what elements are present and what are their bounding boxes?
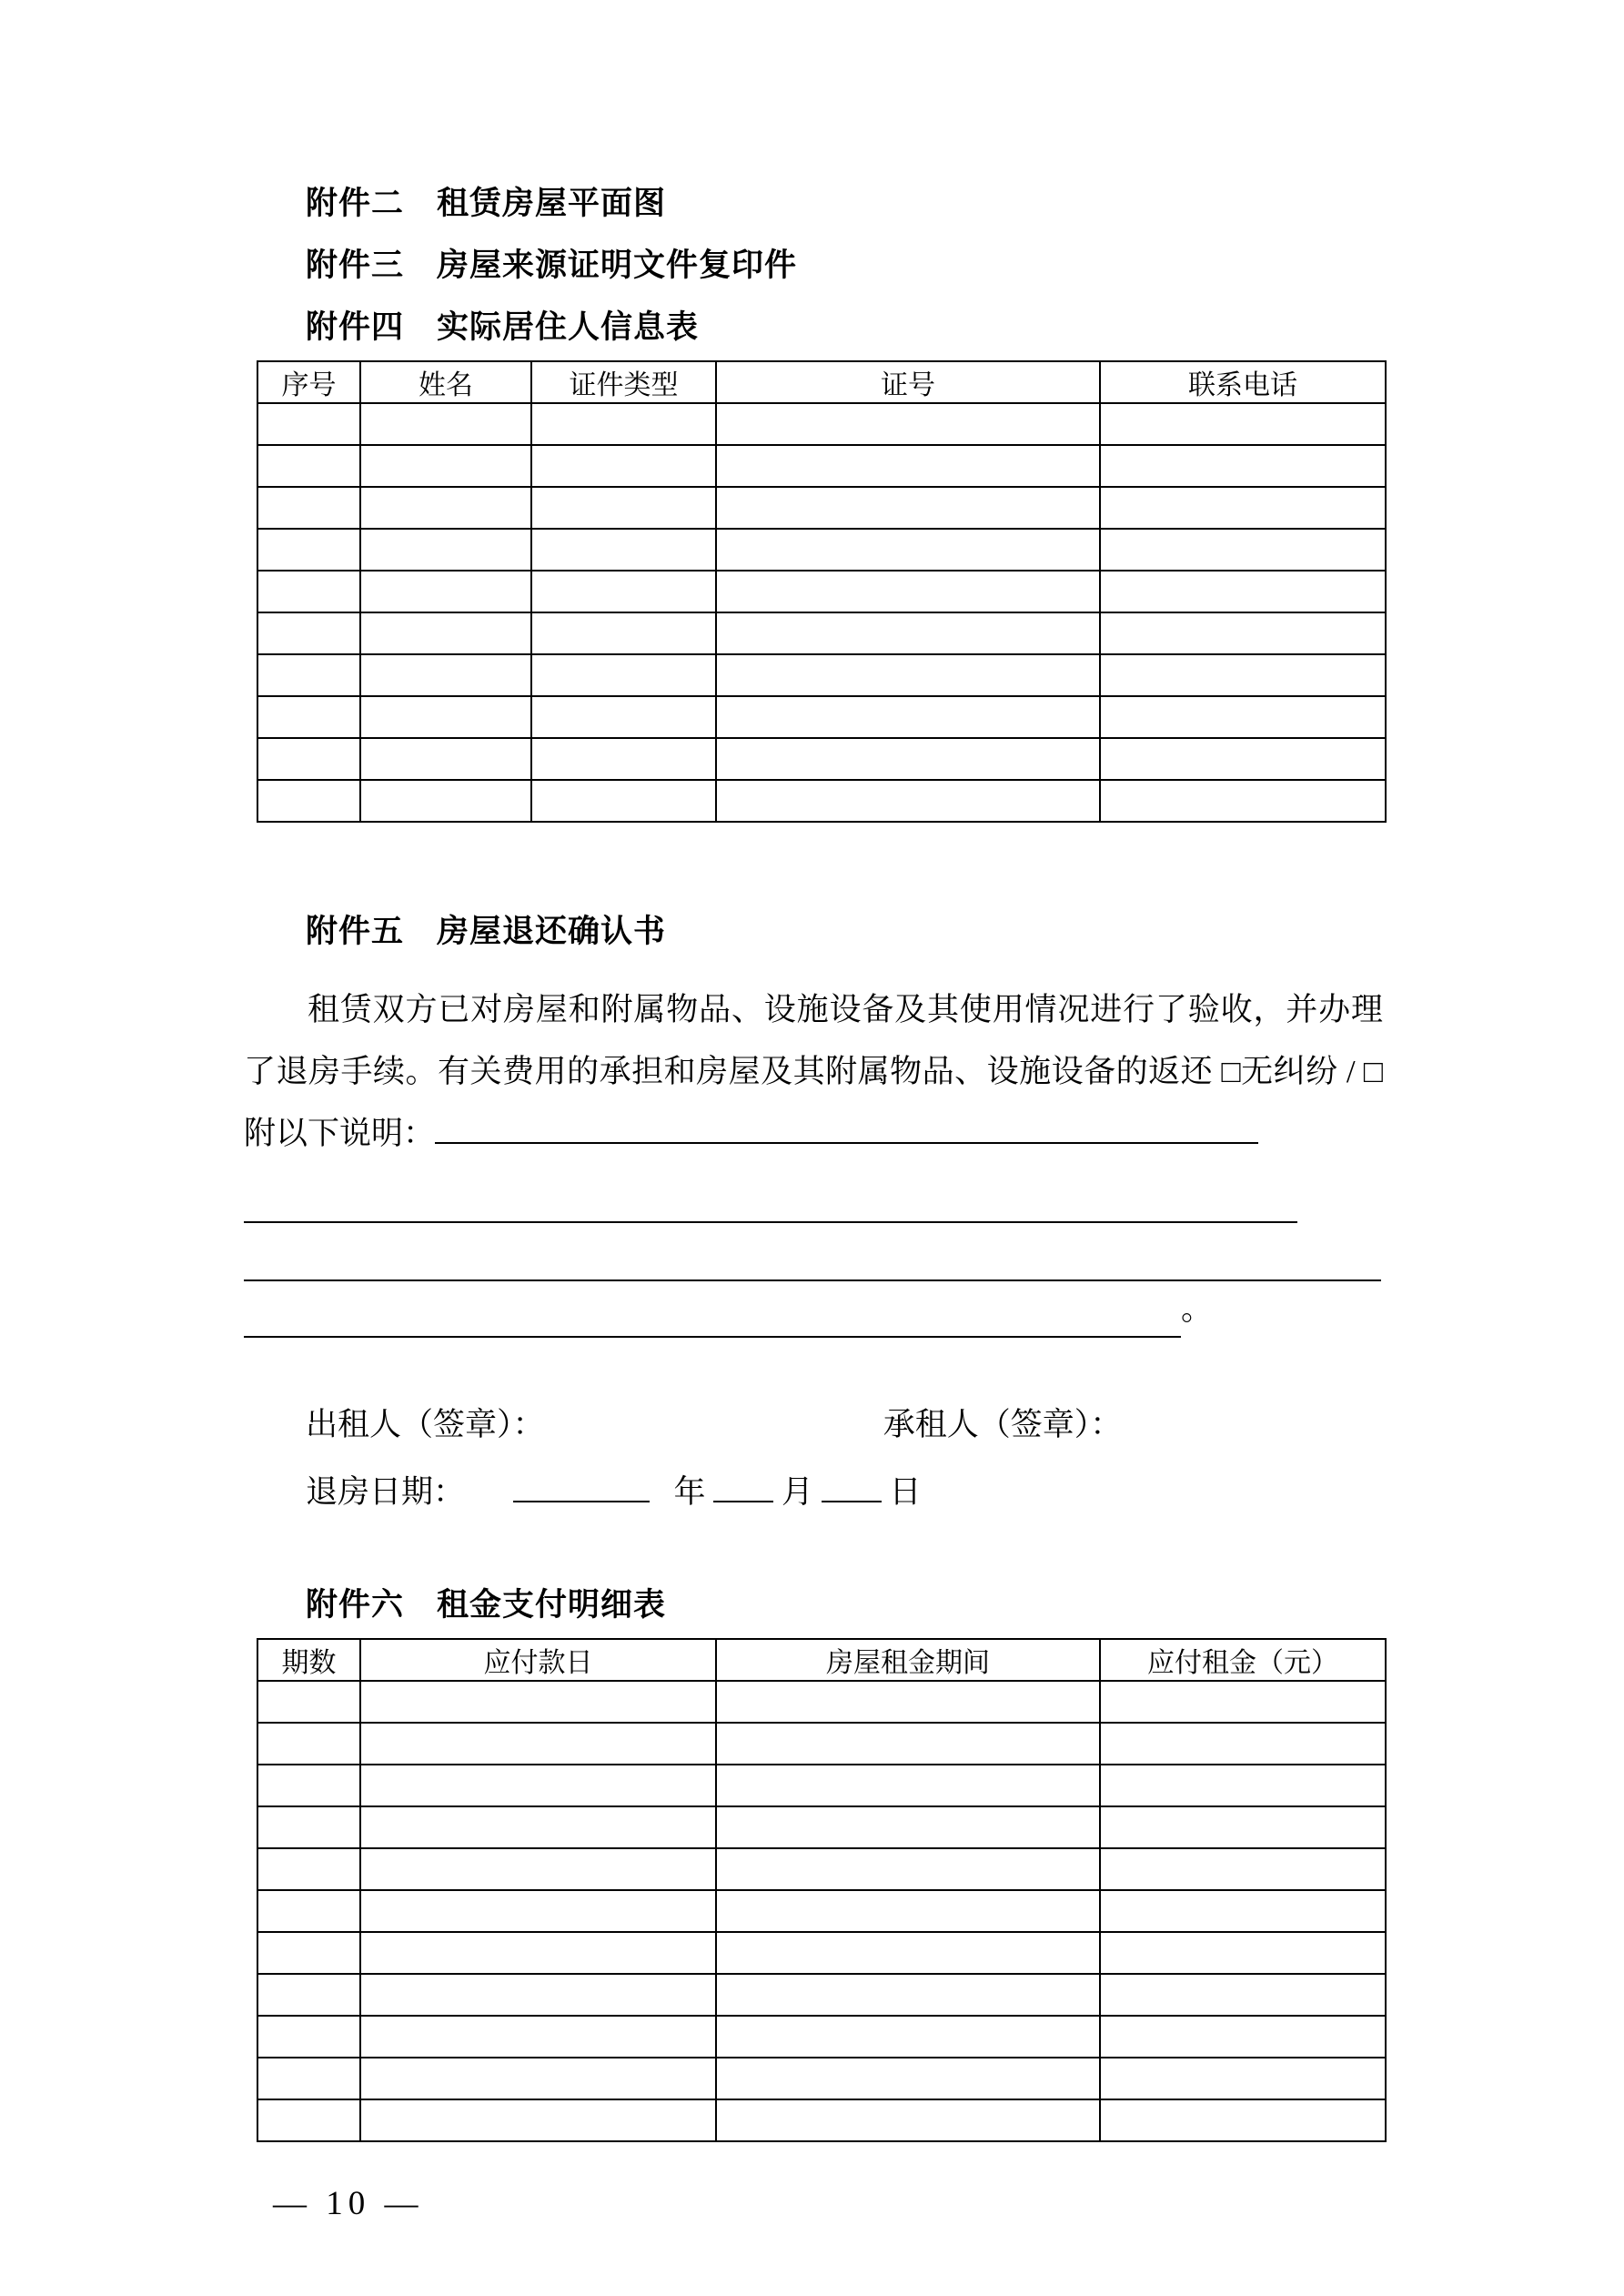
fill-in-blank-line-4 <box>244 1281 1383 1338</box>
year-label: 年 <box>673 1474 706 1510</box>
rent-table-header-row <box>257 1639 1386 1681</box>
rent-payment-table <box>257 1638 1387 2142</box>
empty-cell <box>531 529 716 571</box>
table-row <box>257 487 1386 529</box>
empty-cell <box>360 1932 716 1974</box>
empty-cell <box>1100 2058 1386 2099</box>
empty-cell <box>257 780 360 822</box>
fill-in-blank-line-4-rule <box>244 1281 1181 1338</box>
empty-cell <box>716 1723 1100 1765</box>
empty-cell <box>1100 738 1386 780</box>
col-header-name: 姓名 <box>360 361 531 403</box>
rent-table-body <box>257 1681 1386 2141</box>
table-row <box>257 1890 1386 1932</box>
col-header-index: 序号 <box>257 361 360 403</box>
table-row <box>257 2058 1386 2099</box>
empty-cell <box>1100 696 1386 738</box>
empty-cell <box>716 612 1100 654</box>
col-header-id-type: 证件类型 <box>531 361 716 403</box>
empty-cell <box>257 1848 360 1890</box>
table-row <box>257 1806 1386 1848</box>
table-row <box>257 1932 1386 1974</box>
signature-row <box>306 1403 1383 1447</box>
empty-cell <box>257 529 360 571</box>
closing-period: 。 <box>1181 1291 1214 1327</box>
empty-cell <box>360 571 531 612</box>
day-label: 日 <box>889 1474 922 1510</box>
col-header-rent-period: 房屋租金期间 <box>716 1639 1100 1681</box>
empty-cell <box>257 445 360 487</box>
col-header-rent-amount: 应付租金（元） <box>1100 1639 1386 1681</box>
attachment-6-heading: 附件六 租金支付明细表 <box>306 1587 667 1623</box>
empty-cell <box>1100 571 1386 612</box>
empty-cell <box>716 445 1100 487</box>
empty-cell <box>360 1723 716 1765</box>
empty-cell <box>531 738 716 780</box>
empty-cell <box>360 2016 716 2058</box>
empty-cell <box>716 1806 1100 1848</box>
empty-cell <box>716 1848 1100 1890</box>
empty-cell <box>716 1932 1100 1974</box>
empty-cell <box>257 1890 360 1932</box>
empty-cell <box>257 1974 360 2016</box>
table-row <box>257 1723 1386 1765</box>
empty-cell <box>531 780 716 822</box>
return-date-year-blank <box>513 1501 650 1502</box>
empty-cell <box>360 2058 716 2099</box>
empty-cell <box>360 487 531 529</box>
empty-cell <box>716 2058 1100 2099</box>
empty-cell <box>360 654 531 696</box>
empty-cell <box>360 1806 716 1848</box>
return-date-label: 退房日期： <box>306 1474 466 1510</box>
table-row <box>257 1974 1386 2016</box>
empty-cell <box>531 571 716 612</box>
return-date-month-blank <box>713 1501 773 1502</box>
residents-table <box>257 360 1387 823</box>
empty-cell <box>1100 1681 1386 1723</box>
table-row <box>257 1848 1386 1890</box>
empty-cell <box>531 696 716 738</box>
empty-cell <box>257 1723 360 1765</box>
empty-cell <box>1100 445 1386 487</box>
table-row <box>257 2016 1386 2058</box>
empty-cell <box>360 1974 716 2016</box>
empty-cell <box>257 654 360 696</box>
empty-cell <box>716 487 1100 529</box>
empty-cell <box>257 2016 360 2058</box>
empty-cell <box>360 445 531 487</box>
table-row <box>257 654 1386 696</box>
residents-table-body <box>257 403 1386 822</box>
attachment-5-heading: 附件五 房屋退还确认书 <box>306 914 667 949</box>
residents-table-header-row <box>257 361 1386 403</box>
empty-cell <box>360 612 531 654</box>
empty-cell <box>1100 2016 1386 2058</box>
table-row <box>257 571 1386 612</box>
table-row <box>257 529 1386 571</box>
empty-cell <box>360 780 531 822</box>
empty-cell <box>1100 612 1386 654</box>
attachment-3-heading: 附件三 房屋来源证明文件复印件 <box>306 248 798 283</box>
empty-cell <box>360 529 531 571</box>
col-header-due-date: 应付款日 <box>360 1639 716 1681</box>
page-number: — 10 — <box>273 2185 424 2222</box>
return-confirmation-text: 租赁双方已对房屋和附属物品、设施设备及其使用情况进行了验收，并办理了退房手续。有关费用的承担和房屋及其附属物品、设施设备的返还 □无纠纷 / □附以下说明： <box>244 992 1383 1151</box>
fill-in-blank-line-3 <box>244 1223 1381 1281</box>
month-label: 月 <box>782 1474 814 1510</box>
attachment-2-heading: 附件二 租赁房屋平面图 <box>306 186 667 221</box>
empty-cell <box>716 1765 1100 1806</box>
empty-cell <box>257 403 360 445</box>
empty-cell <box>360 738 531 780</box>
empty-cell <box>1100 780 1386 822</box>
empty-cell <box>716 696 1100 738</box>
empty-cell <box>360 1765 716 1806</box>
empty-cell <box>531 487 716 529</box>
empty-cell <box>716 529 1100 571</box>
empty-cell <box>1100 1806 1386 1848</box>
col-header-id-number: 证号 <box>716 361 1100 403</box>
fill-in-blank-line-1 <box>435 1142 1258 1144</box>
empty-cell <box>1100 1932 1386 1974</box>
empty-cell <box>1100 1723 1386 1765</box>
table-row <box>257 403 1386 445</box>
empty-cell <box>360 1848 716 1890</box>
empty-cell <box>716 571 1100 612</box>
empty-cell <box>360 2099 716 2141</box>
empty-cell <box>257 1932 360 1974</box>
empty-cell <box>257 2099 360 2141</box>
empty-cell <box>360 403 531 445</box>
empty-cell <box>716 654 1100 696</box>
empty-cell <box>531 654 716 696</box>
table-row <box>257 612 1386 654</box>
table-row <box>257 1681 1386 1723</box>
empty-cell <box>257 612 360 654</box>
col-header-phone: 联系电话 <box>1100 361 1386 403</box>
empty-cell <box>1100 1765 1386 1806</box>
empty-cell <box>1100 1974 1386 2016</box>
return-date-row <box>306 1471 1383 1514</box>
empty-cell <box>360 1681 716 1723</box>
table-row <box>257 2099 1386 2141</box>
table-row <box>257 696 1386 738</box>
empty-cell <box>257 738 360 780</box>
table-row <box>257 1765 1386 1806</box>
empty-cell <box>716 1974 1100 2016</box>
empty-cell <box>716 1681 1100 1723</box>
empty-cell <box>1100 1848 1386 1890</box>
empty-cell <box>1100 654 1386 696</box>
empty-cell <box>716 2016 1100 2058</box>
return-date-day-blank <box>822 1501 882 1502</box>
empty-cell <box>531 612 716 654</box>
empty-cell <box>716 1890 1100 1932</box>
empty-cell <box>1100 529 1386 571</box>
empty-cell <box>257 571 360 612</box>
empty-cell <box>1100 2099 1386 2141</box>
table-row <box>257 738 1386 780</box>
return-confirmation-paragraph <box>244 979 1383 1165</box>
attachment-4-heading: 附件四 实际居住人信息表 <box>306 309 700 345</box>
empty-cell <box>531 445 716 487</box>
empty-cell <box>257 2058 360 2099</box>
empty-cell <box>716 403 1100 445</box>
empty-cell <box>257 487 360 529</box>
empty-cell <box>257 1765 360 1806</box>
empty-cell <box>1100 1890 1386 1932</box>
empty-cell <box>257 1681 360 1723</box>
empty-cell <box>716 780 1100 822</box>
empty-cell <box>531 403 716 445</box>
fill-in-blank-line-2 <box>244 1165 1297 1223</box>
empty-cell <box>257 696 360 738</box>
lessee-signature-label: 承租人（签章）： <box>883 1407 1123 1442</box>
empty-cell <box>360 696 531 738</box>
empty-cell <box>257 1806 360 1848</box>
table-row <box>257 780 1386 822</box>
empty-cell <box>1100 403 1386 445</box>
table-row <box>257 445 1386 487</box>
lessor-signature-label: 出租人（签章）： <box>306 1407 545 1442</box>
empty-cell <box>716 2099 1100 2141</box>
empty-cell <box>716 738 1100 780</box>
empty-cell <box>1100 487 1386 529</box>
col-header-period: 期数 <box>257 1639 360 1681</box>
empty-cell <box>360 1890 716 1932</box>
